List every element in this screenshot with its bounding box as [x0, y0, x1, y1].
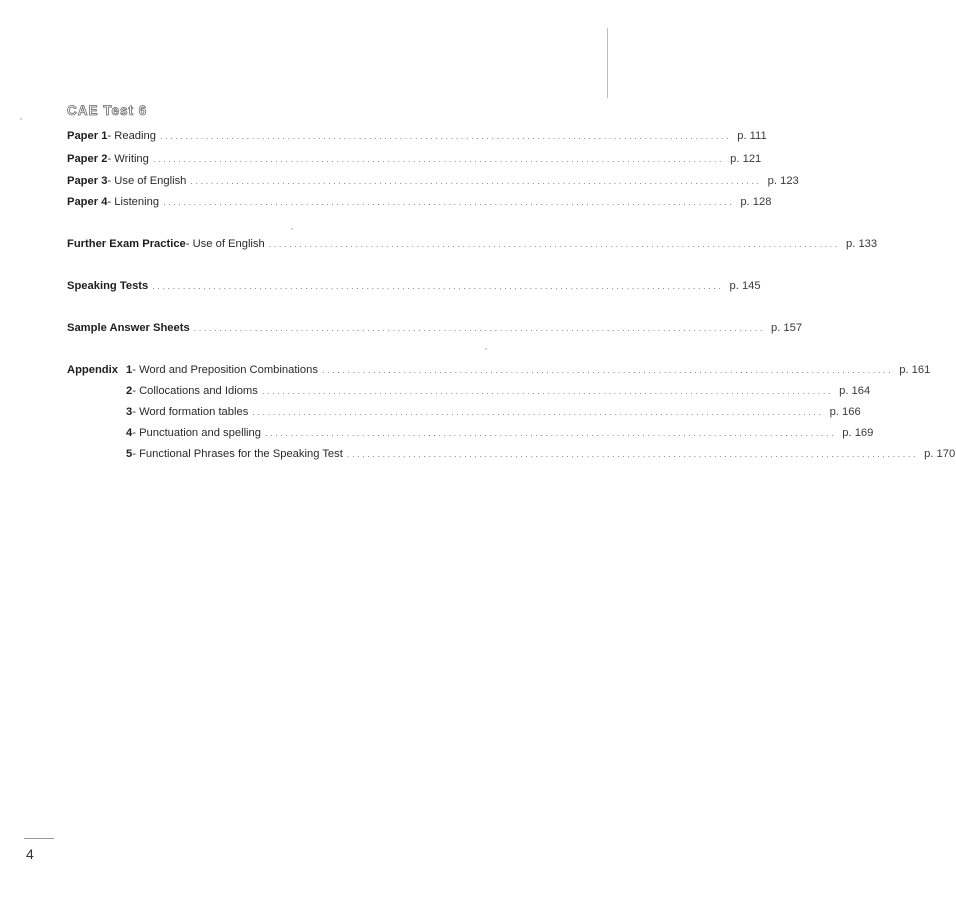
toc-entry-title: Paper 2	[67, 153, 108, 165]
dot-leader: ................................................................................................................	[193, 323, 765, 333]
dot-leader: ................................................................................................................	[346, 449, 919, 459]
toc-entry-paper-3	[67, 173, 799, 189]
toc-entry-subtitle: - Listening	[107, 196, 160, 208]
appendix-item-number: 1	[126, 364, 133, 376]
toc-entry-subtitle: - Reading	[107, 130, 156, 142]
appendix-item-1	[126, 362, 931, 378]
appendix-item-title: - Word formation tables	[132, 406, 249, 418]
toc-page-number: p. 123	[767, 175, 799, 187]
dot-leader: ................................................................................................................	[152, 281, 724, 291]
toc-entry-speaking-tests	[67, 278, 761, 294]
toc-entry-paper-1	[67, 128, 767, 144]
dot-leader: ................................................................................................................	[190, 176, 762, 186]
appendix-item-number: 2	[126, 385, 133, 397]
toc-page-number: p. 128	[740, 196, 772, 208]
dot-leader: ................................................................................................................	[252, 407, 824, 417]
toc-entry-paper-2	[67, 151, 762, 167]
dot-leader: ................................................................................................................	[321, 365, 894, 375]
toc-entry-further-exam-practice	[67, 236, 878, 252]
page-number-rule	[24, 838, 54, 839]
toc-entry-paper-4	[67, 194, 772, 210]
appendix-item-number: 3	[126, 406, 133, 418]
toc-entry-title: Further Exam Practice	[67, 238, 186, 250]
toc-entry-title: Paper 4	[67, 196, 108, 208]
toc-page-number: p. 157	[770, 322, 803, 334]
page-number: 4	[26, 846, 34, 862]
toc-page-number: p. 161	[899, 364, 931, 376]
appendix-label: Appendix	[67, 364, 118, 376]
appendix-item-number: 4	[126, 427, 133, 439]
scan-speck	[291, 228, 293, 230]
dot-leader: ................................................................................................................	[163, 197, 735, 207]
appendix-item-3	[126, 404, 861, 420]
toc-entry-subtitle: - Use of English	[107, 175, 187, 187]
appendix-item-title: - Functional Phrases for the Speaking Test	[132, 448, 343, 460]
toc-page-number: p. 111	[737, 130, 767, 142]
dot-leader: ................................................................................................................	[264, 428, 837, 438]
toc-entry-title: Paper 1	[67, 130, 108, 142]
appendix-item-2	[126, 383, 871, 399]
toc-page-number: p. 170	[924, 448, 956, 460]
toc-page-number: p. 166	[829, 406, 861, 418]
toc-page-number: p. 164	[839, 385, 871, 397]
dot-leader: ................................................................................................................	[268, 239, 840, 249]
toc-entry-sample-answer-sheets	[67, 320, 803, 336]
toc-entry-title: Paper 3	[67, 175, 108, 187]
appendix-item-5	[126, 446, 956, 462]
appendix-item-title: - Punctuation and spelling	[132, 427, 261, 439]
appendix-item-number: 5	[126, 448, 133, 460]
dot-leader: ................................................................................................................	[261, 386, 834, 396]
scan-speck	[485, 348, 487, 350]
margin-mark	[607, 28, 608, 98]
dot-leader: ................................................................................................................	[159, 131, 732, 141]
appendix-item-4	[126, 425, 874, 441]
toc-page-number: p. 169	[842, 427, 874, 439]
scan-speck	[20, 118, 22, 120]
toc-page-number: p. 121	[730, 153, 762, 165]
dot-leader: ................................................................................................................	[152, 154, 725, 164]
toc-entry-title: Speaking Tests	[67, 280, 149, 292]
toc-page-number: p. 145	[729, 280, 761, 292]
toc-entry-title: Sample Answer Sheets	[67, 322, 190, 334]
appendix-item-title: - Collocations and Idioms	[132, 385, 258, 397]
toc-entry-subtitle: - Writing	[107, 153, 149, 165]
section-title: CAE Test 6	[67, 103, 148, 118]
toc-page-number: p. 133	[846, 238, 878, 250]
appendix-item-title: - Word and Preposition Combinations	[132, 364, 318, 376]
toc-entry-subtitle: - Use of English	[185, 238, 265, 250]
